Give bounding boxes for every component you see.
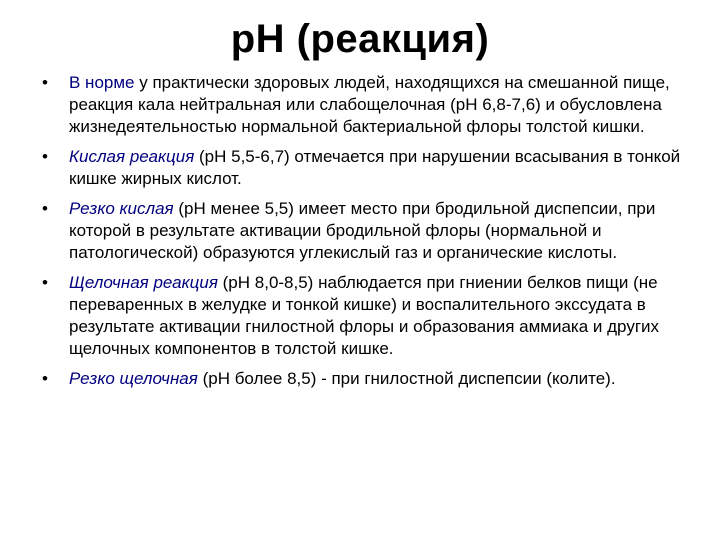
bullet-text: (рН менее 5,5) имеет место при бродильной диспепсии, при которой в результате активации бродильной флоры (нормальной и патологической) образуются углекислый газ и органические кислоты. <box>69 199 656 262</box>
bullet-lead: В норме <box>69 73 135 92</box>
bullet-marker: • <box>42 147 48 166</box>
bullet-lead: Кислая реакция <box>69 147 195 166</box>
bullet-text: (рН 8,0-8,5) наблюдается при гниении белков пищи (не переваренных в желудке и тонкой кишке) и воспалительного экссудата в результате активации гнилостной флоры и образования аммиака и других щелочных компонентов в толстой кишке. <box>69 273 660 358</box>
bullet-marker: • <box>42 273 48 292</box>
bullet-marker: • <box>42 73 48 92</box>
bullet-item-strongly-acidic <box>42 198 690 264</box>
bullet-text: (рН 5,5-6,7) отмечается при нарушении всасывания в тонкой кишке жирных кислот. <box>69 147 681 188</box>
bullet-lead: Щелочная реакция <box>69 273 218 292</box>
bullet-text: (рН более 8,5) - при гнилостной диспепсии (колите). <box>197 369 616 388</box>
bullet-text: у практически здоровых людей, находящихся на смешанной пище, реакция кала нейтральная или слабощелочная (рН 6,8-7,6) и обусловлена жизнедеятельностью нормальной бактериальной флоры толстой кишки. <box>69 73 670 136</box>
bullet-lead: Резко щелочная <box>69 369 198 388</box>
bullet-item-strongly-alkaline <box>42 368 690 390</box>
bullet-item-normal <box>42 72 690 138</box>
bullet-marker: • <box>42 199 48 218</box>
bullet-marker: • <box>42 369 48 388</box>
bullet-item-acidic <box>42 146 690 190</box>
bullet-item-alkaline <box>42 272 690 360</box>
slide-title: рН (реакция) <box>230 17 490 61</box>
bullet-lead: Резко кислая <box>69 199 174 218</box>
bullet-list <box>42 72 690 398</box>
